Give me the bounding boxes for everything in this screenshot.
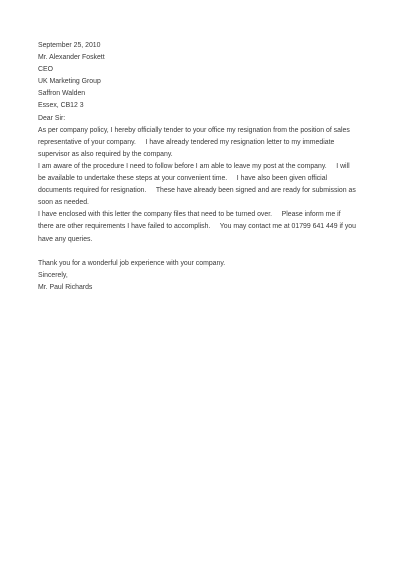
body-line: I am aware of the procedure I need to follow before I am able to leave my post at the company. I will xyxy=(38,162,350,170)
body-line: be available to undertake these steps at your convenient time. I have also been given official xyxy=(38,175,328,183)
body-line: have any queries. xyxy=(38,235,93,243)
body-line: As per company policy, I hereby officially tender to your office my resignation from the position of sales xyxy=(38,126,350,134)
body-line: there are other requirements I have failed to accomplish. You may contact me at 01799 641 449 if you xyxy=(38,223,356,231)
sign-off: Sincerely, xyxy=(38,271,68,279)
recipient-title: CEO xyxy=(38,66,53,74)
body-line: supervisor as also required by the company. xyxy=(38,150,173,158)
sender-name: Mr. Paul Richards xyxy=(38,283,93,291)
salutation: Dear Sir: xyxy=(38,114,66,122)
paragraph-gap xyxy=(38,246,373,258)
letter-date: September 25, 2010 xyxy=(38,42,101,49)
recipient-region: Essex, CB12 3 xyxy=(38,102,84,110)
recipient-company: UK Marketing Group xyxy=(38,78,101,86)
recipient-name: Mr. Alexander Foskett xyxy=(38,54,105,62)
recipient-city: Saffron Walden xyxy=(38,90,86,98)
closing-line: Thank you for a wonderful job experience with your company. xyxy=(38,259,226,267)
body-line: I have enclosed with this letter the company files that need to be turned over. Please inform me if xyxy=(38,211,341,219)
body-line: documents required for resignation. These have already been signed and are ready for submission as xyxy=(38,187,356,195)
body-line: soon as needed. xyxy=(38,199,89,207)
body-line: representative of your company. I have already tendered my resignation letter to my immediate xyxy=(38,138,335,146)
